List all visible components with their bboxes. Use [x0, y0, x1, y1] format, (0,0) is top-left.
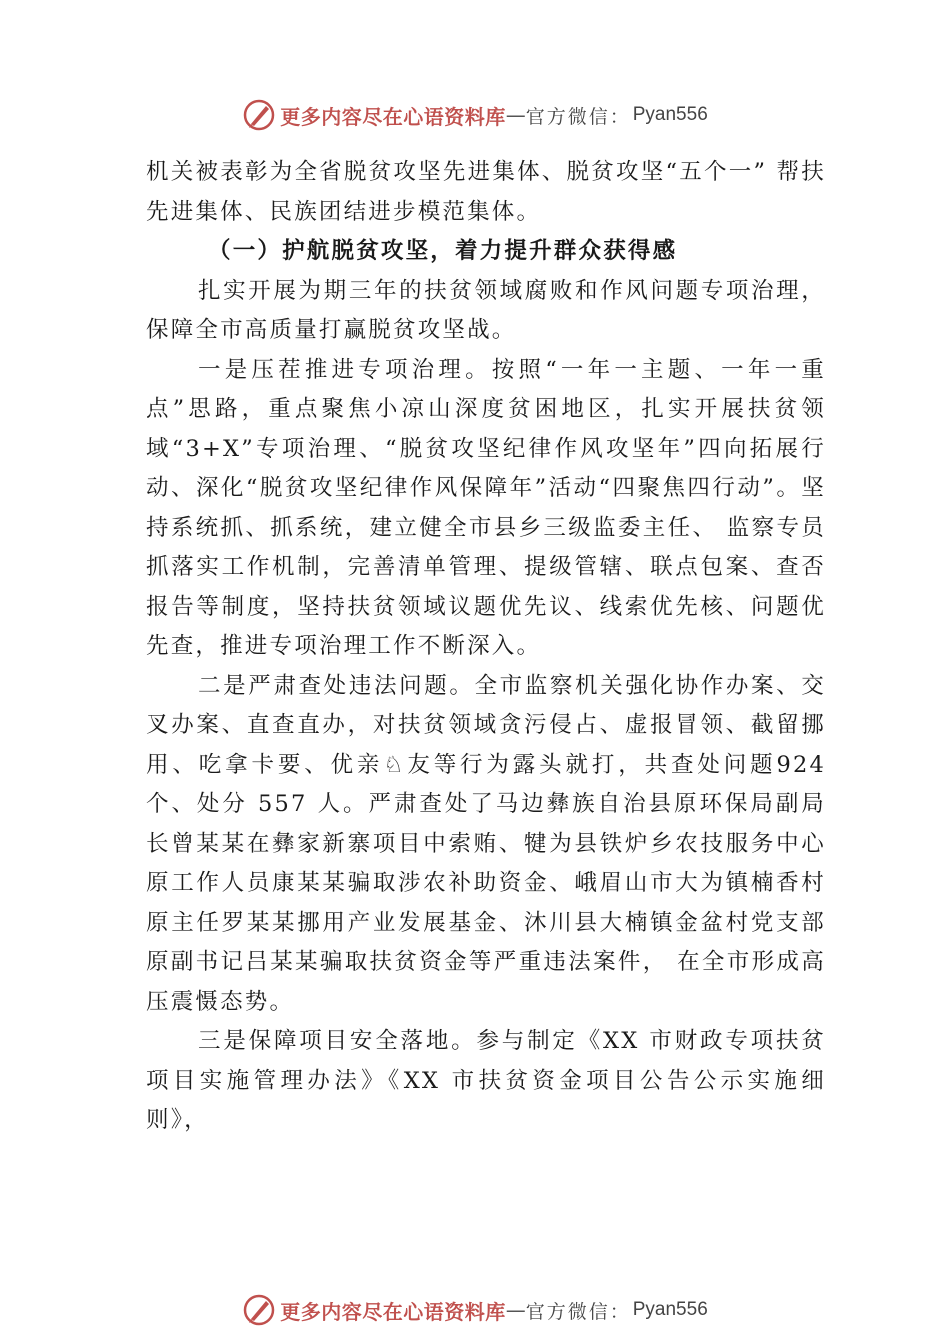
- watermark-label: 官方微信：: [525, 105, 631, 128]
- paragraph-point-one: 一是压茬推进专项治理。按照“一年一主题、一年一重点”思路，重点聚焦小凉山深度贫困地区，扎实开展扶贫领域“3+X”专项治理、“脱贫攻坚纪律作风攻坚年”四向拓展行动、深化“脱贫攻坚纪律作风保障年”活动“四聚焦四行动”。坚持系统抓、抓系统，建立健全市县乡三级监委主任、 监察专员抓落实工作机制，完善清单管理、提级管辖、联点包案、查否报告等制度，坚持扶贫领域议题优先议、线索优先核、问题优先查，推进专项治理工作不断深入。: [146, 356, 826, 659]
- watermark-separator: —: [505, 103, 526, 127]
- watermark-separator: —: [505, 1298, 526, 1322]
- quill-pen-logo-icon: [242, 98, 276, 132]
- paragraph-point-two: 二是严肃查处违法问题。全市监察机关强化协作办案、交叉办案、直查直办，对扶贫领域贪污侵占、虚报冒领、截留挪用、吃拿卡要、优亲♘友等行为露头就打，共查处问题924 个、处分 557 人。严肃查处了马边彝族自治县原环保局副局长曾某某在彝家新寨项目中索贿、犍为县铁炉乡农技服务中心原工作人员康某某骗取涉农补助资金、峨眉山市大为镇楠香村原主任罗某某挪用产业发展基金、沐川县大楠镇金盆村党支部原副书记吕某某骗取扶贫资金等严重违法案件， 在全市形成高压震慑态势。: [146, 672, 826, 1015]
- quill-pen-logo-icon: [242, 1293, 276, 1327]
- paragraph-intro: 扎实开展为期三年的扶贫领域腐败和作风问题专项治理，保障全市高质量打赢脱贫攻坚战。: [146, 277, 826, 343]
- section-heading: （一）护航脱贫攻坚，着力提升群众获得感: [208, 238, 678, 264]
- watermark-brand: 更多内容尽在心语资料库: [280, 1299, 506, 1324]
- watermark-wechat-id: Pyan556: [632, 104, 708, 125]
- header-watermark: [0, 95, 950, 135]
- watermark-label: 官方微信：: [525, 1300, 631, 1323]
- watermark-brand: 更多内容尽在心语资料库: [280, 104, 506, 129]
- document-body: [146, 153, 826, 1141]
- paragraph-point-three: 三是保障项目安全落地。参与制定《XX 市财政专项扶贫项目实施管理办法》《XX 市扶贫资金项目公告公示实施细则》，: [146, 1028, 826, 1133]
- paragraph-continuation: 机关被表彰为全省脱贫攻坚先进集体、脱贫攻坚“五个一” 帮扶先进集体、民族团结进步模范集体。: [146, 159, 826, 225]
- footer-watermark: [0, 1290, 950, 1330]
- watermark-wechat-id: Pyan556: [632, 1299, 708, 1320]
